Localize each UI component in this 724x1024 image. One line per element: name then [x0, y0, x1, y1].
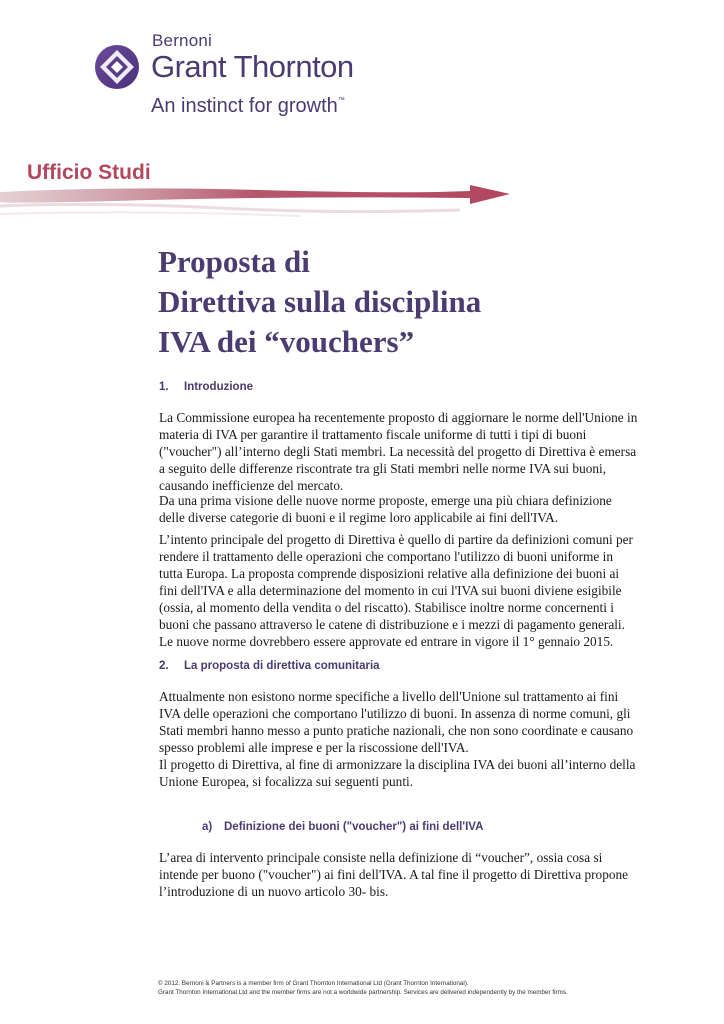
section-label: Ufficio Studi	[27, 161, 151, 184]
paragraph: Attualmente non esistono norme specifiche a livello dell'Unione sul trattamento ai fini IVA delle operazioni che comportano l'utilizzo di buoni. In assenza di norme comuni, gli Stati membri hanno messo a punto pratiche nazionali, che non sono coordinate e causano spesso problemi alle imprese e per la riscossione dell'IVA.	[159, 689, 634, 755]
section-number: 1.	[159, 381, 169, 393]
section-heading-text: La proposta di direttiva comunitaria	[184, 660, 380, 672]
logo-subbrand: Bernoni	[152, 31, 212, 50]
paragraph: La Commissione europea ha recentemente proposto di aggiornare le norme dell'Unione in materia di IVA per garantire il trattamento fiscale uniforme di tutti i tipi di buoni ("voucher") all’interno degli Stati membri. La necessità del progetto di Direttiva è emersa a seguito delle differenze riscontrate tra gli Stati membri nelle norme IVA sui buoni, causando inefficienze del mercato.	[159, 410, 638, 493]
footer	[158, 979, 568, 997]
title-line: Direttiva sulla disciplina	[158, 284, 482, 319]
logo-tagline	[151, 95, 345, 118]
subsection-label: a)	[202, 821, 213, 833]
paragraph: Il progetto di Direttiva, al fine di armonizzare la disciplina IVA dei buoni all’interno della Unione Europea, si focalizza sui seguenti punti.	[159, 757, 636, 789]
document-title	[158, 242, 481, 362]
logo-brand: Grant Thornton	[151, 49, 354, 84]
section-number: 2.	[159, 660, 169, 672]
footer-line: © 2012. Bernoni & Partners is a member firm of Grant Thornton International Ltd (Grant Thornton International).	[158, 980, 469, 987]
title-line: Proposta di	[158, 244, 310, 279]
grant-thornton-logo-icon	[94, 44, 140, 90]
paragraph: Da una prima visione delle nuove norme proposte, emerge una più chiara definizione delle diverse categorie di buoni e il regime loro applicabile ai fini dell'IVA.	[159, 493, 612, 525]
section-2-heading	[159, 660, 380, 672]
paragraph: L’area di intervento principale consiste nella definizione di “voucher”, ossia cosa si intende per buono ("voucher") ai fini dell'IVA. A tal fine il progetto di Direttiva propone l’introduzione di un nuovo articolo 30- bis.	[159, 850, 629, 899]
section-1-heading	[159, 381, 253, 393]
title-line: IVA dei “vouchers”	[158, 324, 415, 359]
subsection-heading-text: Definizione dei buoni ("voucher") ai fini dell'IVA	[224, 821, 484, 833]
arrow-decoration-icon	[0, 180, 520, 226]
trademark-mark: ™	[337, 97, 345, 104]
paragraph: L’intento principale del progetto di Direttiva è quello di partire da definizioni comuni per rendere il trattamento delle operazioni che comportano l'utilizzo di buoni uniforme in tutta Europa. La proposta comprende disposizioni relative alla definizione dei buoni ai fini dell'IVA e alla determinazione del momento in cui l'IVA sui buoni diviene esigibile (ossia, al momento della vendita o del riscatto). Stabilisce inoltre norme concernenti i buoni che passano attraverso le catene di distribuzione e i mezzi di pagamento generali. Le nuove norme dovrebbero essere approvate ed entrare in vigore il 1° gennaio 2015.	[159, 532, 633, 649]
subsection-heading	[202, 821, 483, 833]
section-heading-text: Introduzione	[184, 381, 253, 393]
footer-line: Grant Thornton International Ltd and the member firms are not a worldwide partnership. Services are delivered independently by the member firms.	[158, 989, 568, 996]
tagline-text: An instinct for growth	[151, 95, 338, 117]
